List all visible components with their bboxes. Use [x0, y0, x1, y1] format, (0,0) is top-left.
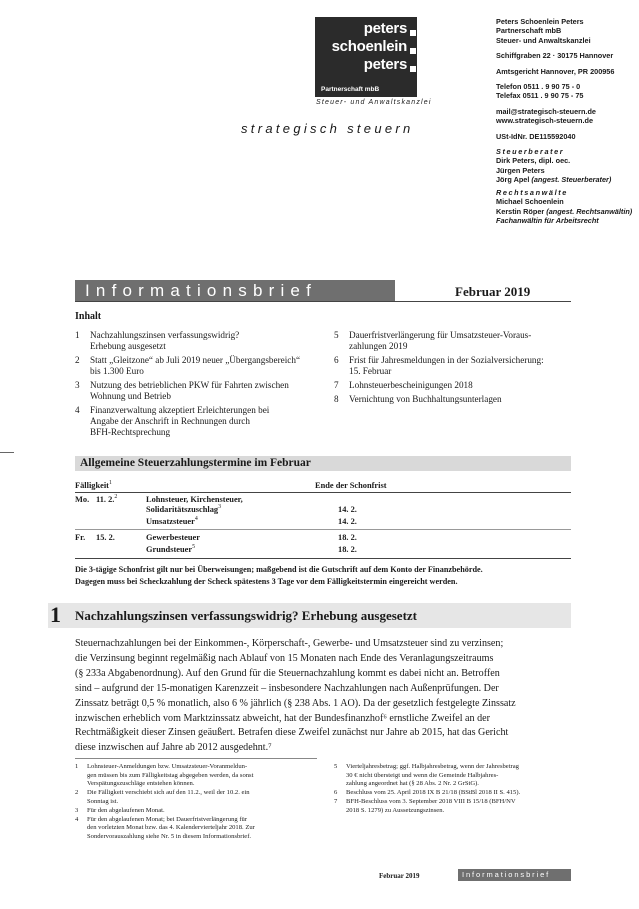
- logo-square-2: [410, 48, 416, 54]
- footnote-number: 3: [75, 806, 79, 814]
- footnote-text: Beschluss vom 25. April 2018 IX B 21/18 (BStBl 2018 II S. 415).: [346, 789, 521, 797]
- lh-ra-1: Michael Schoenlein: [496, 197, 564, 207]
- tagline: strategisch steuern: [241, 121, 414, 136]
- toc-item-number: 7: [334, 380, 339, 390]
- footnote-number: 7: [334, 798, 338, 806]
- letterhead-contact: [496, 17, 632, 225]
- end-grundsteuer: 18. 2.: [338, 545, 357, 554]
- termine-note-1: Die 3-tägige Schonfrist gilt nur bei Überweisungen; maßgebend ist die Gutschrift auf dem Konto der Finanzbehörde.: [75, 565, 483, 574]
- footnote-number: 5: [334, 763, 338, 770]
- toc-title: Inhalt: [75, 311, 102, 322]
- body-line: sind – aufgrund der 15-monatigen Karenzzeit – insbesondere Nachzahlungen nach Außenprüfungen. Der: [75, 682, 499, 694]
- termine-rule-top: [75, 492, 571, 493]
- toc-item-text: Dauerfristverlängerung für Umsatzsteuer-Voraus-: [349, 330, 532, 340]
- firm-logo: [315, 17, 417, 97]
- body-line: die Verzinsung beginnt regelmäßig nach Ablauf von 15 Monaten nach Ende des Veranlagungszeitraums: [75, 652, 494, 664]
- footnote-text: Lohnsteuer-Anmeldungen bzw. Umsatzsteuer-Voranmeldun-: [87, 763, 248, 770]
- toc-item-text: Frist für Jahresmeldungen in der Sozialversicherung:: [349, 355, 544, 365]
- footnote-text: zahlung angeordnet hat (§ 28 Abs. 2 Nr. 2 GrStG).: [346, 780, 479, 788]
- lh-ra-2: Kerstin Röper (angest. Rechtsanwältin): [496, 206, 633, 216]
- lh-fax: Telefax 0511 . 9 90 75 - 75: [496, 91, 584, 101]
- lh-court: Amtsgericht Hannover, PR 200956: [496, 66, 615, 76]
- fr-date: 15. 2.: [96, 533, 115, 542]
- banner-date: Februar 2019: [455, 284, 531, 299]
- logo-line-1: peters: [363, 20, 407, 37]
- logo-line-3: peters: [363, 56, 407, 73]
- footnote-number: 4: [75, 815, 79, 823]
- footnote-text: gen müssen bis zum Fälligkeitstag abgegeben werden, da sonst: [87, 771, 254, 779]
- footnote-number: 6: [334, 789, 338, 797]
- banner-title: Informationsbrief: [75, 280, 395, 302]
- section-1-number: 1: [50, 602, 61, 627]
- lh-partner: Partnerschaft mbB: [496, 26, 562, 36]
- end-lohnsteuer: 14. 2.: [338, 505, 357, 514]
- col-schonfrist: Ende der Schonfrist: [315, 481, 387, 490]
- body-line: inzwischen erheblich vom Marktzinssatz abweicht, hat der Bundesfinanzhof⁶ ernstliche Zweifel an der: [75, 712, 490, 724]
- lh-email[interactable]: mail@strategisch-steuern.de: [496, 106, 596, 116]
- footer-brand: Informationsbrief: [458, 869, 571, 881]
- mo-date: 11. 2.$^2$: [96, 494, 118, 504]
- footnote-text: Sonntag ist.: [87, 797, 119, 805]
- toc-item-number: 4: [75, 405, 80, 415]
- toc-item-text: Erhebung ausgesetzt: [90, 341, 166, 351]
- end-umsatzsteuer: 14. 2.: [338, 517, 357, 526]
- lh-web[interactable]: www.strategisch-steuern.de: [496, 116, 594, 126]
- margin-mark: [0, 452, 14, 453]
- lh-stb-1: Dirk Peters, dipl. oec.: [496, 156, 571, 166]
- footnote-text: Für den abgelaufenen Monat.: [87, 806, 165, 814]
- toc-item-number: 1: [75, 330, 80, 340]
- termine-rule-mid: [75, 529, 571, 530]
- col-faelligkeit: Fälligkeit$^1$: [75, 480, 112, 490]
- body-line: diese inzwischen auf Jahre ab 2012 ausgedehnt.⁷: [75, 742, 272, 754]
- mo-day: Mo.: [75, 495, 90, 504]
- toc-item-text: Statt „Gleitzone“ ab Juli 2019 neuer „Übergangsbereich“: [90, 355, 301, 365]
- toc-item-number: 5: [334, 330, 339, 340]
- logo-subtitle: Steuer- und Anwaltskanzlei: [316, 99, 432, 106]
- fr-day: Fr.: [75, 533, 86, 542]
- toc-item-text: 15. Februar: [349, 366, 392, 376]
- lh-phone: Telefon 0511 . 9 90 75 - 0: [496, 82, 581, 92]
- toc-item-text: BFH-Rechtsprechung: [90, 427, 171, 437]
- toc-item-number: 2: [75, 355, 80, 365]
- body-line: Rechtmäßigkeit dieser Zinsen geäußert. Betrafen diese Zweifel zunächst nur Jahre ab 2015, hat das Gericht: [75, 727, 509, 739]
- body-line: Zinssatz beträgt 0,5 % monatlich, also 6 % jährlich (§ 238 Abs. 1 AO). Da der gesetzlich festgelegte Zinssatz: [75, 697, 516, 709]
- logo-partnerschaft: Partnerschaft mbB: [321, 86, 380, 93]
- footnote-number: 2: [75, 789, 79, 797]
- section-1-body: [75, 637, 571, 756]
- toc-item-text: bis 1.300 Euro: [90, 366, 144, 376]
- toc-item-number: 3: [75, 380, 80, 390]
- banner-rule: [75, 301, 571, 302]
- toc-item-text: Nutzung des betrieblichen PKW für Fahrten zwischen: [90, 380, 289, 390]
- lh-kanzlei: Steuer- und Anwaltskanzlei: [496, 35, 591, 45]
- toc-item-text: Nachzahlungszinsen verfassungswidrig?: [90, 330, 240, 340]
- toc-item-number: 8: [334, 394, 339, 404]
- lh-ustid: USt-IdNr. DE115592040: [496, 131, 576, 141]
- footnote-text: Verspätungszuschläge entstehen können.: [87, 780, 195, 788]
- lh-stb-heading: Steuerberater: [496, 147, 565, 157]
- termine-note-2: Dagegen muss bei Scheckzahlung der Scheck spätestens 3 Tage vor dem Fälligkeitstermin eingereicht werden.: [75, 577, 458, 586]
- footnote-text: Für den abgelaufenen Monat; bei Dauerfristverlängerung für: [87, 815, 248, 823]
- toc-item-text: Angabe der Anschrift in Rechnungen durch: [90, 416, 250, 426]
- footnote-text: 2018 S. 1279) zu Aussetzungszinsen.: [346, 806, 445, 814]
- logo-square-1: [410, 30, 416, 36]
- tax-umsatzsteuer: Umsatzsteuer$^4$: [146, 516, 198, 526]
- termine-title: Allgemeine Steuerzahlungstermine im Februar: [80, 457, 311, 469]
- lh-stb-2: Jürgen Peters: [496, 165, 545, 175]
- footnote-number: 1: [75, 763, 79, 770]
- tax-grundsteuer: Grundsteuer$^5$: [146, 544, 195, 554]
- toc-item-text: Finanzverwaltung akzeptiert Erleichterungen bei: [90, 405, 270, 415]
- toc-item-text: zahlungen 2019: [349, 341, 408, 351]
- body-line: Steuernachzahlungen bei der Einkommen-, Körperschaft-, Gewerbe- und Umsatzsteuer sind zu verzinsen;: [75, 638, 504, 649]
- body-line: (§ 233a Abgabenordnung). Auf den Grund für die Steuernachzahlung kommt es dabei nicht an. Betroffen: [75, 667, 500, 679]
- footnote-text: den vorletzten Monat bzw. das 4. Kalendervierteljahr 2018. Zur: [87, 824, 255, 832]
- logo-line-2: schoenlein: [331, 38, 407, 55]
- footer-date: Februar 2019: [379, 872, 420, 880]
- termine-rule-bottom: [75, 558, 571, 559]
- toc-item-number: 6: [334, 355, 339, 365]
- toc-item-text: Lohnsteuerbescheinigungen 2018: [349, 380, 473, 390]
- section-1-title: Nachzahlungszinsen verfassungswidrig? Erhebung ausgesetzt: [75, 608, 418, 623]
- tax-gewerbesteuer: Gewerbesteuer: [146, 533, 200, 542]
- lh-address: Schiffgraben 22 · 30175 Hannover: [496, 51, 614, 61]
- toc-item-text: Vernichtung von Buchhaltungsunterlagen: [349, 394, 502, 404]
- lh-firm: Peters Schoenlein Peters: [496, 17, 584, 26]
- footnote-text: 30 € nicht übersteigt und wenn die Gemeinde Halbjahres-: [346, 771, 499, 779]
- lh-ra-3: Fachanwältin für Arbeitsrecht: [496, 215, 599, 225]
- footnote-text: Die Fälligkeit verschiebt sich auf den 11.2., weil der 10.2. ein: [87, 789, 250, 797]
- end-gewerbesteuer: 18. 2.: [338, 533, 357, 542]
- termine-header: [75, 456, 571, 471]
- footnote-rule: [75, 758, 317, 759]
- footnote-text: BFH-Beschluss vom 3. September 2018 VIII B 15/18 (BFH/NV: [346, 798, 516, 806]
- lh-stb-3: Jörg Apel (angest. Steuerberater): [496, 175, 612, 185]
- logo-square-3: [410, 66, 416, 72]
- tax-soli: Solidaritätszuschlag$^3$: [146, 504, 222, 514]
- tax-lohnsteuer: Lohnsteuer, Kirchensteuer,: [146, 495, 243, 504]
- footnote-text: Vierteljahresbetrag; ggf. Halbjahresbetrag, wenn der Jahresbetrag: [346, 763, 519, 770]
- footnote-text: Sondervorauszahlung siehe Nr. 5 in diesem Informationsbrief.: [87, 833, 252, 840]
- toc-item-text: Wohnung und Betrieb: [90, 391, 171, 401]
- lh-ra-heading: Rechtsanwälte: [496, 187, 568, 197]
